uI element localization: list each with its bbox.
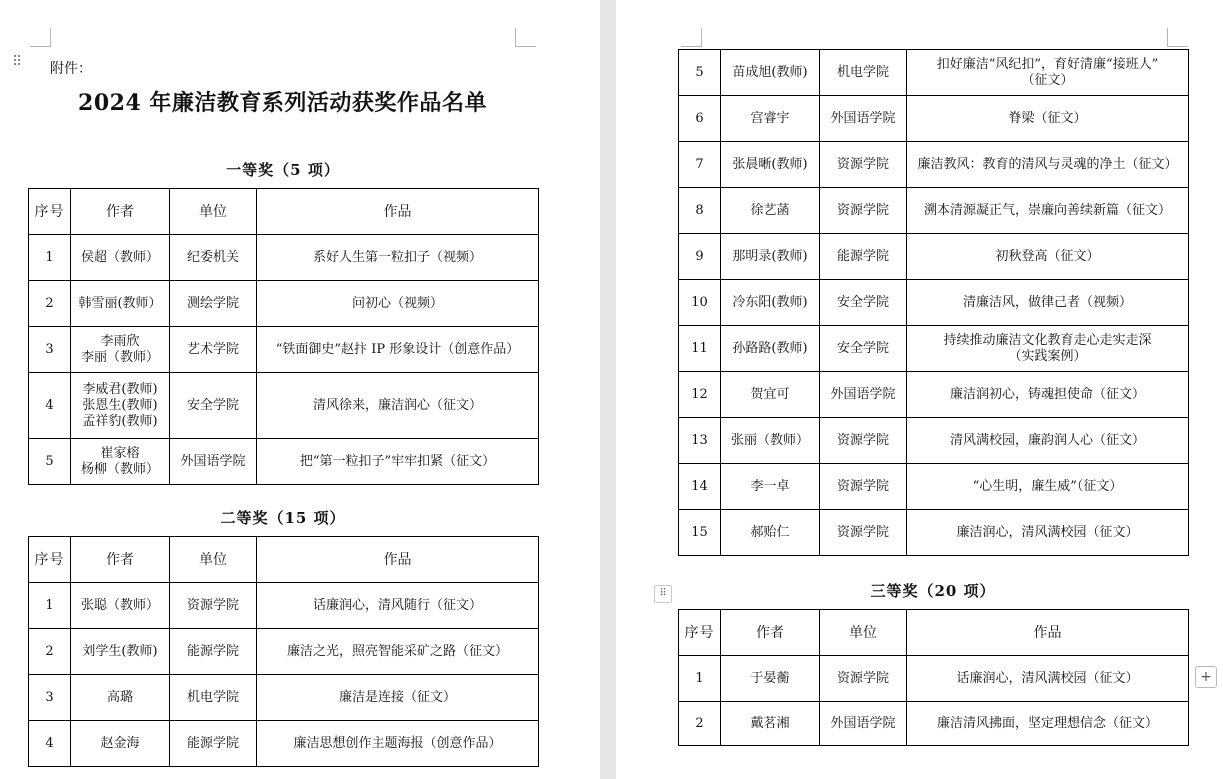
table-row bbox=[679, 188, 1189, 234]
cell-work bbox=[907, 702, 1189, 746]
cell-no: 4 bbox=[29, 373, 71, 439]
table-row bbox=[29, 327, 539, 373]
cell-author-line: 侯超（教师） bbox=[80, 249, 159, 265]
cell-work-line: “心生明，廉生威”（征文） bbox=[972, 478, 1123, 494]
document-title: 2024 年廉洁教育系列活动获奖作品名单 bbox=[78, 90, 487, 116]
cell-author-line: 赵金海 bbox=[100, 735, 140, 751]
cell-work-line: 廉洁教风：教育的清风与灵魂的净土（征文） bbox=[917, 156, 1178, 172]
cell-unit: 外国语学院 bbox=[820, 96, 907, 142]
cell-author bbox=[721, 418, 820, 464]
cell-no: 9 bbox=[679, 234, 721, 280]
cell-work-line: “铁面御史”赵抃 IP 形象设计（创意作品） bbox=[275, 341, 520, 357]
cell-unit: 外国语学院 bbox=[170, 439, 257, 485]
cell-work-line: 话廉润心，清风满校园（征文） bbox=[956, 670, 1139, 686]
second-prize-heading: 二等奖（15 项） bbox=[220, 509, 346, 527]
third-prize-table bbox=[678, 609, 1189, 746]
cell-work-line: （实践案例） bbox=[1008, 348, 1087, 364]
header-no: 序号 bbox=[29, 537, 71, 583]
page-corner-mark bbox=[30, 28, 51, 47]
cell-author-line: 刘学生(教师) bbox=[82, 643, 158, 659]
cell-author-line: 于晏蘅 bbox=[750, 670, 790, 686]
cell-author bbox=[71, 235, 170, 281]
cell-work bbox=[907, 280, 1189, 326]
cell-author bbox=[721, 234, 820, 280]
header-unit: 单位 bbox=[170, 189, 257, 235]
cell-unit: 外国语学院 bbox=[820, 702, 907, 746]
cell-work bbox=[907, 372, 1189, 418]
cell-unit: 能源学院 bbox=[820, 234, 907, 280]
cell-unit: 外国语学院 bbox=[820, 372, 907, 418]
cell-author bbox=[71, 721, 170, 767]
cell-work bbox=[907, 142, 1189, 188]
cell-no: 2 bbox=[29, 629, 71, 675]
cell-author bbox=[721, 326, 820, 372]
cell-unit: 机电学院 bbox=[820, 50, 907, 96]
cell-author bbox=[721, 702, 820, 746]
cell-work bbox=[257, 327, 539, 373]
attachment-label: 附件： bbox=[50, 61, 92, 77]
cell-author-line: 苗成旭(教师) bbox=[732, 64, 808, 80]
cell-author bbox=[721, 372, 820, 418]
cell-no: 10 bbox=[679, 280, 721, 326]
cell-author bbox=[721, 188, 820, 234]
cell-work bbox=[907, 96, 1189, 142]
cell-work-line: 廉洁是连接（征文） bbox=[338, 689, 456, 705]
cell-author bbox=[721, 510, 820, 556]
header-work: 作品 bbox=[907, 610, 1189, 656]
cell-work-line: 话廉润心，清风随行（征文） bbox=[312, 597, 482, 613]
cell-no: 14 bbox=[679, 464, 721, 510]
cell-author bbox=[721, 50, 820, 96]
first-prize-heading: 一等奖（5 项） bbox=[226, 161, 340, 179]
cell-work-line: 持续推动廉洁文化教育走心走实走深 bbox=[943, 332, 1152, 348]
cell-work bbox=[257, 235, 539, 281]
cell-work-line: 廉洁润心，清风满校园（征文） bbox=[956, 524, 1139, 540]
table-row bbox=[679, 96, 1189, 142]
page-corner-mark bbox=[515, 28, 536, 47]
cell-work-line: 廉洁思想创作主题海报（创意作品） bbox=[293, 735, 502, 751]
table-move-handle-icon[interactable]: ⠿ bbox=[654, 585, 672, 603]
cell-author bbox=[721, 96, 820, 142]
cell-author bbox=[721, 464, 820, 510]
cell-unit: 资源学院 bbox=[820, 464, 907, 510]
table-row bbox=[29, 583, 539, 629]
cell-author-line: 杨柳（教师） bbox=[80, 461, 159, 477]
second-prize-table bbox=[28, 536, 539, 767]
cell-no: 5 bbox=[29, 439, 71, 485]
cell-work bbox=[257, 675, 539, 721]
cell-work bbox=[257, 583, 539, 629]
cell-work bbox=[257, 439, 539, 485]
header-no: 序号 bbox=[679, 610, 721, 656]
cell-no: 13 bbox=[679, 418, 721, 464]
cell-work bbox=[907, 234, 1189, 280]
cell-work-line: 溯本清源凝正气，崇廉向善续新篇（征文） bbox=[923, 202, 1171, 218]
table-row bbox=[29, 721, 539, 767]
cell-author bbox=[71, 327, 170, 373]
table-row bbox=[679, 372, 1189, 418]
table-row bbox=[29, 675, 539, 721]
cell-author-line: 韩雪丽(教师） bbox=[78, 295, 162, 311]
cell-work-line: 廉洁清风拂面，坚定理想信念（征文） bbox=[936, 715, 1158, 731]
cell-author bbox=[71, 675, 170, 721]
header-work: 作品 bbox=[257, 189, 539, 235]
cell-no: 15 bbox=[679, 510, 721, 556]
cell-author-line: 李一卓 bbox=[750, 478, 790, 494]
cell-no: 11 bbox=[679, 326, 721, 372]
cell-author-line: 孟祥豹(教师) bbox=[82, 413, 158, 429]
cell-work bbox=[257, 281, 539, 327]
first-prize-table bbox=[28, 188, 539, 485]
document-page-left bbox=[0, 0, 600, 779]
table-row bbox=[679, 418, 1189, 464]
cell-unit: 能源学院 bbox=[170, 721, 257, 767]
cell-unit: 资源学院 bbox=[820, 142, 907, 188]
paragraph-drag-handle-icon[interactable]: ⠿ bbox=[12, 54, 21, 70]
cell-work bbox=[907, 50, 1189, 96]
table-row bbox=[679, 142, 1189, 188]
cell-unit: 资源学院 bbox=[170, 583, 257, 629]
cell-author-line: 李威君(教师) bbox=[82, 381, 158, 397]
cell-author-line: 李雨欣 bbox=[100, 333, 140, 349]
cell-work-line: 清廉洁风，做律己者（视频） bbox=[962, 294, 1132, 310]
table-row bbox=[679, 464, 1189, 510]
cell-no: 12 bbox=[679, 372, 721, 418]
header-author: 作者 bbox=[71, 537, 170, 583]
header-no: 序号 bbox=[29, 189, 71, 235]
cell-author-line: 徐艺菡 bbox=[750, 202, 790, 218]
cell-unit: 安全学院 bbox=[820, 280, 907, 326]
header-work: 作品 bbox=[257, 537, 539, 583]
cell-author-line: 郝贻仁 bbox=[750, 524, 790, 540]
page-gap bbox=[600, 0, 616, 779]
cell-work-line: 清风满校园，廉韵润人心（征文） bbox=[949, 432, 1145, 448]
cell-no: 1 bbox=[679, 656, 721, 702]
cell-work bbox=[907, 656, 1189, 702]
table-row bbox=[29, 281, 539, 327]
cell-author-line: 李丽（教师） bbox=[80, 349, 159, 365]
cell-unit: 资源学院 bbox=[820, 510, 907, 556]
cell-unit: 测绘学院 bbox=[170, 281, 257, 327]
cell-work-line: 把“第一粒扣子”牢牢扣紧（征文） bbox=[299, 453, 496, 469]
table-row bbox=[679, 234, 1189, 280]
header-author: 作者 bbox=[71, 189, 170, 235]
cell-no: 5 bbox=[679, 50, 721, 96]
cell-author bbox=[71, 629, 170, 675]
table-row bbox=[679, 656, 1189, 702]
page-corner-mark bbox=[1167, 28, 1188, 47]
cell-author-line: 戴茗湘 bbox=[750, 715, 790, 731]
cell-no: 4 bbox=[29, 721, 71, 767]
cell-author-line: 贺宜可 bbox=[750, 386, 790, 402]
cell-no: 1 bbox=[29, 583, 71, 629]
cell-work bbox=[907, 510, 1189, 556]
cell-author bbox=[71, 583, 170, 629]
cell-unit: 安全学院 bbox=[820, 326, 907, 372]
cell-author bbox=[71, 373, 170, 439]
table-row bbox=[679, 326, 1189, 372]
cell-unit: 纪委机关 bbox=[170, 235, 257, 281]
cell-work bbox=[907, 326, 1189, 372]
header-unit: 单位 bbox=[820, 610, 907, 656]
cell-unit: 资源学院 bbox=[820, 418, 907, 464]
cell-work-line: 廉洁润初心，铸魂担使命（征文） bbox=[949, 386, 1145, 402]
table-row bbox=[29, 235, 539, 281]
page-corner-mark bbox=[681, 28, 702, 47]
cell-work bbox=[907, 464, 1189, 510]
header-author: 作者 bbox=[721, 610, 820, 656]
cell-work bbox=[257, 721, 539, 767]
cell-unit: 资源学院 bbox=[820, 188, 907, 234]
cell-no: 3 bbox=[29, 327, 71, 373]
cell-no: 8 bbox=[679, 188, 721, 234]
cell-author-line: 张晨晰(教师) bbox=[732, 156, 808, 172]
cell-work bbox=[907, 418, 1189, 464]
cell-no: 1 bbox=[29, 235, 71, 281]
cell-unit: 艺术学院 bbox=[170, 327, 257, 373]
cell-author-line: 高璐 bbox=[106, 689, 133, 705]
add-row-button[interactable]: + bbox=[1195, 666, 1217, 688]
cell-work-line: 问初心（视频） bbox=[351, 295, 443, 311]
header-unit: 单位 bbox=[170, 537, 257, 583]
cell-unit: 机电学院 bbox=[170, 675, 257, 721]
cell-author-line: 崔家榕 bbox=[100, 445, 140, 461]
cell-no: 6 bbox=[679, 96, 721, 142]
cell-no: 7 bbox=[679, 142, 721, 188]
cell-work-line: 初秋登高（征文） bbox=[995, 248, 1100, 264]
cell-work-line: 系好人生第一粒扣子（视频） bbox=[312, 249, 482, 265]
cell-author-line: 张恩生(教师) bbox=[82, 397, 158, 413]
cell-work bbox=[257, 373, 539, 439]
table-row bbox=[29, 439, 539, 485]
table-row bbox=[29, 373, 539, 439]
cell-author-line: 冷东阳(教师) bbox=[732, 294, 808, 310]
cell-no: 2 bbox=[679, 702, 721, 746]
cell-work bbox=[257, 629, 539, 675]
cell-unit: 安全学院 bbox=[170, 373, 257, 439]
table-row bbox=[679, 702, 1189, 746]
cell-unit: 资源学院 bbox=[820, 656, 907, 702]
cell-author-line: 张丽（教师） bbox=[730, 432, 809, 448]
cell-author bbox=[721, 656, 820, 702]
cell-work-line: 清风徐来，廉洁润心（征文） bbox=[312, 397, 482, 413]
table-row bbox=[679, 280, 1189, 326]
cell-no: 2 bbox=[29, 281, 71, 327]
second-prize-table-continued bbox=[678, 49, 1189, 556]
cell-work-line: 扣好廉洁“风纪扣”，育好清廉“接班人” bbox=[936, 56, 1159, 72]
cell-author bbox=[721, 280, 820, 326]
cell-unit: 能源学院 bbox=[170, 629, 257, 675]
cell-author-line: 宫睿宇 bbox=[750, 110, 790, 126]
cell-author bbox=[71, 281, 170, 327]
cell-work bbox=[907, 188, 1189, 234]
cell-work-line: （征文） bbox=[1021, 72, 1074, 88]
cell-author bbox=[71, 439, 170, 485]
third-prize-heading: 三等奖（20 项） bbox=[870, 582, 996, 600]
cell-no: 3 bbox=[29, 675, 71, 721]
document-page-right bbox=[616, 0, 1223, 779]
table-row bbox=[29, 629, 539, 675]
cell-author bbox=[721, 142, 820, 188]
cell-author-line: 孙路路(教师) bbox=[732, 340, 808, 356]
cell-work-line: 廉洁之光，照亮智能采矿之路（征文） bbox=[286, 643, 508, 659]
cell-author-line: 那明录(教师) bbox=[732, 248, 808, 264]
table-row bbox=[679, 510, 1189, 556]
table-row bbox=[679, 50, 1189, 96]
cell-work-line: 脊梁（征文） bbox=[1008, 110, 1087, 126]
cell-author-line: 张聪（教师） bbox=[80, 597, 159, 613]
